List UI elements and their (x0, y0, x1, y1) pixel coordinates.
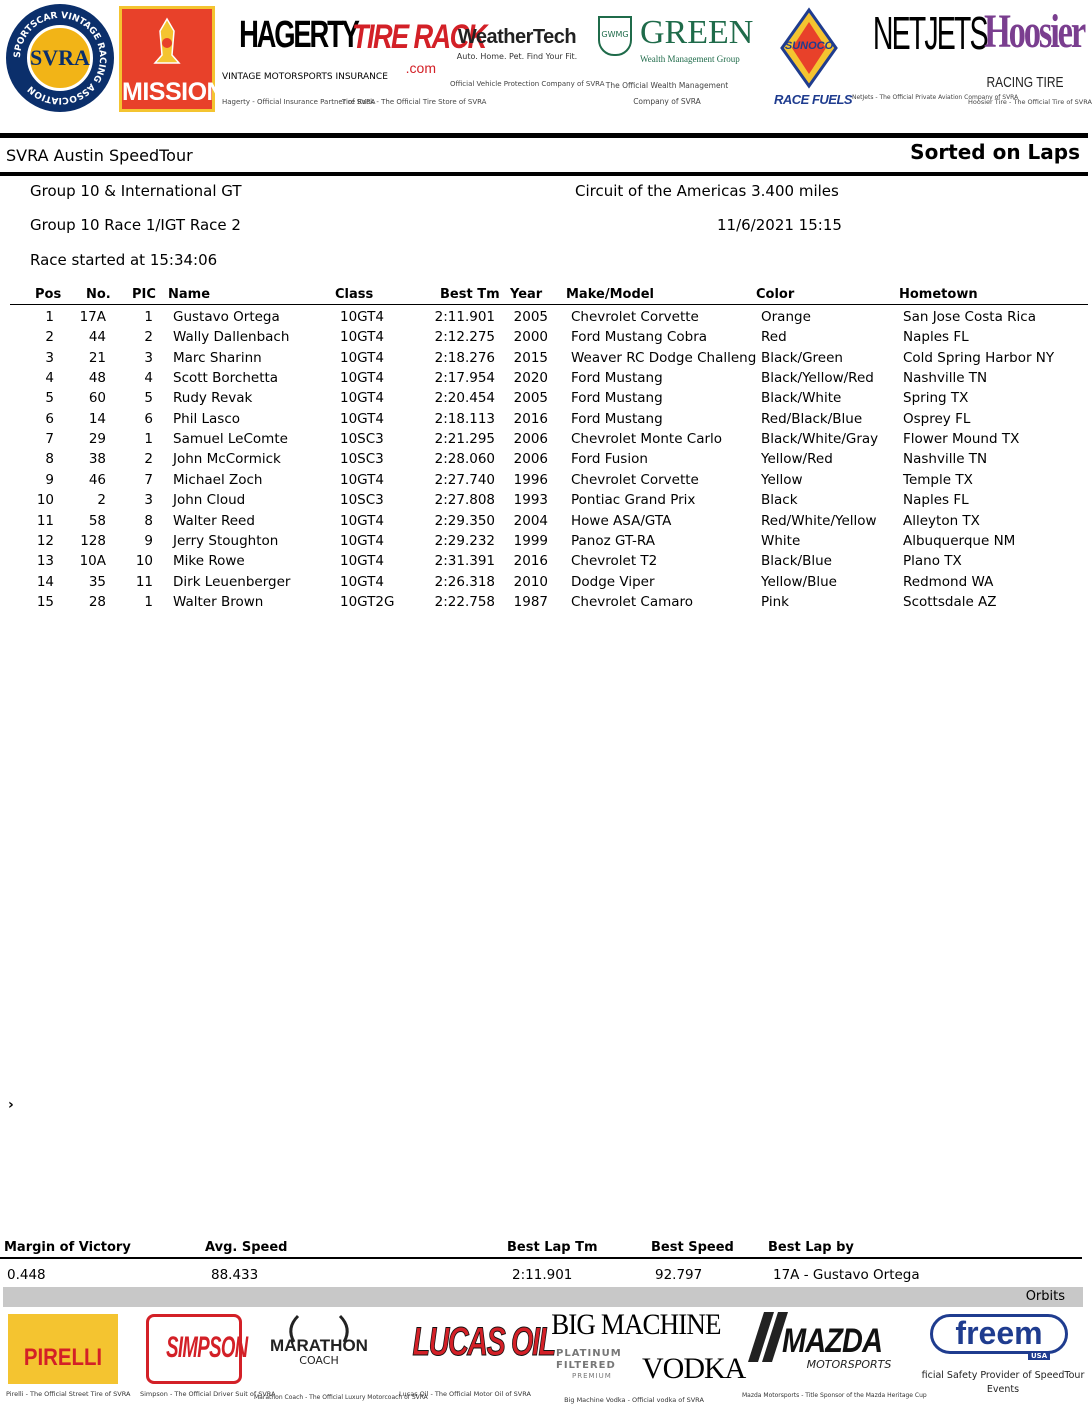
cell-hometown: Osprey FL (903, 410, 971, 427)
summary-value-avg-speed: 88.433 (211, 1267, 259, 1283)
cell-name: Jerry Stoughton (173, 532, 279, 549)
freem-badge (930, 1314, 1068, 1354)
summary-label-best-lap-tm: Best Lap Tm (507, 1240, 598, 1255)
table-row (0, 350, 1088, 370)
hoosier-subtitle: RACING TIRE (986, 74, 1064, 91)
cell-name: Phil Lasco (173, 410, 240, 427)
freem-usa-badge: USA (1028, 1352, 1050, 1360)
cell-pic: 3 (144, 349, 153, 366)
cell-year: 2004 (513, 512, 548, 529)
marathon-logo (254, 1312, 428, 1406)
cell-no: 21 (88, 349, 106, 366)
green-wordmark: GREEN (640, 14, 754, 51)
cell-no: 48 (88, 370, 106, 387)
cell-make: Weaver RC Dodge Challeng (571, 349, 757, 366)
cell-color: Red/Black/Blue (761, 410, 863, 427)
cell-no: 2 (97, 492, 106, 509)
lucas-caption: Lucas Oil - The Official Motor Oil of SVRA (399, 1390, 531, 1398)
hoosier-caption: Hoosier Tire - The Official Tire of SVRA (968, 98, 1092, 106)
cell-pic: 10 (135, 553, 153, 570)
marathon-wordmark: MARATHON (270, 1336, 368, 1355)
summary-value-best-speed: 92.797 (655, 1267, 703, 1283)
cell-best: 2:28.060 (434, 451, 495, 468)
cell-name: Marc Sharinn (173, 349, 262, 366)
cell-class: 10GT4 (340, 553, 384, 570)
table-row (0, 594, 1088, 614)
cell-best: 2:29.350 (434, 512, 495, 529)
cell-best: 2:26.318 (434, 573, 495, 590)
table-row (0, 309, 1088, 329)
cell-best: 2:22.758 (434, 593, 495, 610)
cell-name: Dirk Leuenberger (173, 573, 291, 590)
cell-pic: 4 (144, 370, 153, 387)
cell-year: 2000 (513, 329, 548, 346)
hoosier-logo (968, 4, 1092, 112)
cell-no: 35 (88, 573, 106, 590)
cell-color: Black/Green (761, 349, 843, 366)
cell-best: 2:21.295 (434, 431, 495, 448)
green-shield-icon: GWMG (598, 16, 632, 56)
cell-class: 10SC3 (340, 451, 384, 468)
cell-color: Yellow/Red (761, 451, 833, 468)
cell-hometown: Naples FL (903, 329, 969, 346)
sunoco-wordmark: SUNOCO (784, 40, 834, 52)
pirelli-logo (6, 1312, 131, 1406)
cell-hometown: Albuquerque NM (903, 532, 1016, 549)
marathon-caption: Marathon Coach - The Official Luxury Motorcoach of SVRA (254, 1394, 428, 1401)
cell-pos: 8 (45, 451, 54, 468)
tirerack-wordmark: TIRE RACK (352, 18, 486, 56)
cell-pic: 1 (144, 309, 153, 325)
sunoco-subtitle: RACE FUELS (774, 92, 853, 107)
cell-hometown: San Jose Costa Rica (903, 309, 1036, 325)
cell-pic: 7 (144, 471, 153, 488)
table-row (0, 411, 1088, 431)
bigmachine-sub2: FILTERED (556, 1360, 616, 1371)
col-name: Name (168, 287, 211, 302)
bigmachine-sub1: PLATINUM (556, 1348, 622, 1359)
tirerack-logo (342, 14, 487, 110)
cell-hometown: Naples FL (903, 492, 969, 509)
col-pos: Pos (35, 287, 62, 302)
cell-no: 17A (79, 309, 106, 325)
cell-color: Orange (761, 309, 811, 325)
cell-hometown: Scottsdale AZ (903, 593, 997, 610)
simpson-wordmark: SIMPSON (166, 1331, 248, 1364)
cell-name: Rudy Revak (173, 390, 253, 407)
cell-make: Dodge Viper (571, 573, 655, 590)
cell-make: Chevrolet Corvette (571, 471, 699, 488)
cell-hometown: Spring TX (903, 390, 969, 407)
title-bottom-rule (0, 172, 1088, 176)
cell-best: 2:12.275 (434, 329, 495, 346)
cell-make: Panoz GT-RA (571, 532, 655, 549)
netjets-wordmark: NETJETS (872, 7, 987, 59)
cell-best: 2:27.740 (434, 471, 495, 488)
hoosier-wordmark: Hoosier (983, 5, 1085, 58)
summary-value-margin: 0.448 (7, 1267, 46, 1283)
green-caption: The Official Wealth Management Company of SVRA (605, 81, 729, 106)
bigmachine-sub3: PREMIUM (572, 1372, 612, 1380)
cell-year: 1993 (513, 492, 548, 509)
freem-wordmark: freem (955, 1315, 1043, 1351)
cell-class: 10GT4 (340, 532, 384, 549)
cell-no: 60 (88, 390, 106, 407)
col-class: Class (335, 287, 374, 302)
cell-year: 2016 (513, 553, 548, 570)
summary-rule (0, 1257, 1082, 1259)
cell-name: Walter Reed (173, 512, 255, 529)
cell-year: 2006 (513, 431, 548, 448)
pirelli-badge (8, 1314, 118, 1384)
cell-color: Black/Blue (761, 553, 832, 570)
table-row (0, 329, 1088, 349)
cell-make: Chevrolet Camaro (571, 593, 694, 610)
cell-pos: 4 (45, 370, 54, 387)
cell-best: 2:27.808 (434, 492, 495, 509)
cell-pos: 12 (36, 532, 54, 549)
col-hometown: Hometown (899, 287, 978, 302)
cell-year: 1996 (513, 471, 548, 488)
simpson-logo (140, 1312, 276, 1406)
cell-name: Walter Brown (173, 593, 264, 610)
cell-hometown: Alleyton TX (903, 512, 980, 529)
cell-pos: 5 (45, 390, 54, 407)
summary-label-best-lap-by: Best Lap by (768, 1240, 854, 1255)
cell-pos: 3 (45, 349, 54, 366)
cell-year: 2020 (513, 370, 548, 387)
cell-no: 14 (88, 410, 106, 427)
hagerty-caption: Hagerty - Official Insurance Partner of SVRA (222, 98, 376, 106)
cell-hometown: Temple TX (903, 471, 973, 488)
cell-year: 2005 (513, 309, 548, 325)
orbits-label: Orbits (1025, 1289, 1065, 1304)
cell-class: 10GT4 (340, 512, 384, 529)
cell-name: Michael Zoch (173, 471, 263, 488)
summary-label-avg-speed: Avg. Speed (205, 1240, 288, 1255)
summary-label-best-speed: Best Speed (651, 1240, 734, 1255)
cell-pos: 2 (45, 329, 54, 346)
bigmachine-caption: Big Machine Vodka - Official vodka of SVRA (564, 1396, 704, 1404)
top-thick-rule (0, 133, 1088, 138)
bigmachine-wordmark: BIG MACHINE (551, 1308, 721, 1341)
event-title: SVRA Austin SpeedTour (6, 146, 193, 165)
cell-color: Black/White (761, 390, 842, 407)
simpson-caption: Simpson - The Official Driver Suit of SVRA (140, 1390, 276, 1398)
weathertech-subtitle: Auto. Home. Pet. Find Your Fit. (456, 52, 578, 61)
cell-pic: 6 (144, 410, 153, 427)
pirelli-wordmark: PIRELLI (23, 1344, 103, 1371)
weathertech-wordmark: WeatherTech (457, 26, 577, 48)
cell-class: 10SC3 (340, 492, 384, 509)
sort-label: Sorted on Laps (910, 140, 1080, 164)
freem-caption-2: Events (986, 1384, 1020, 1395)
cell-pic: 3 (144, 492, 153, 509)
cell-class: 10GT2G (340, 593, 395, 610)
table-row (0, 370, 1088, 390)
cell-pos: 9 (45, 471, 54, 488)
col-best: Best Tm (440, 287, 500, 302)
cell-pic: 2 (144, 329, 153, 346)
cell-make: Chevrolet Corvette (571, 309, 699, 325)
cell-name: John Cloud (173, 492, 246, 509)
cell-make: Ford Mustang (571, 390, 663, 407)
cell-make: Chevrolet T2 (571, 553, 658, 570)
cell-class: 10GT4 (340, 309, 384, 325)
cell-pic: 1 (144, 593, 153, 610)
summary-value-best-lap-tm: 2:11.901 (512, 1267, 573, 1283)
hagerty-logo (222, 10, 388, 110)
cell-year: 1999 (513, 532, 548, 549)
cell-pos: 6 (45, 410, 54, 427)
race-datetime: 11/6/2021 15:15 (717, 216, 842, 234)
cell-pos: 11 (36, 512, 54, 529)
cell-color: Red/White/Yellow (761, 512, 877, 529)
cell-no: 10A (79, 553, 106, 570)
table-row (0, 472, 1088, 492)
green-subtitle: Wealth Management Group (640, 54, 740, 64)
lucas-logo (392, 1312, 555, 1406)
mazda-wordmark: MAZDA (782, 1322, 883, 1360)
cell-pic: 8 (144, 512, 153, 529)
netjets-caption: NetJets - The Official Private Aviation Company of SVRA (852, 94, 1019, 101)
cell-name: Scott Borchetta (173, 370, 279, 387)
cell-make: Howe ASA/GTA (571, 512, 672, 529)
freem-caption-1: ficial Safety Provider of SpeedTour (921, 1370, 1085, 1381)
lucas-wordmark: LUCAS OIL (412, 1320, 555, 1364)
table-row (0, 431, 1088, 451)
table-row (0, 553, 1088, 573)
cell-pic: 9 (144, 532, 153, 549)
cell-color: Black/Yellow/Red (761, 370, 874, 387)
pirelli-caption: Pirelli - The Official Street Tire of SVRA (6, 1390, 131, 1398)
cell-class: 10GT4 (340, 471, 384, 488)
cell-class: 10GT4 (340, 410, 384, 427)
cell-class: 10GT4 (340, 370, 384, 387)
hagerty-subtitle: VINTAGE MOTORSPORTS INSURANCE (222, 72, 388, 82)
sunoco-logo (774, 4, 853, 112)
cell-pic: 5 (144, 390, 153, 407)
cell-class: 10GT4 (340, 329, 384, 346)
footer-bar (3, 1287, 1083, 1307)
cell-best: 2:20.454 (434, 390, 495, 407)
cell-no: 46 (88, 471, 106, 488)
mazda-logo (742, 1306, 927, 1406)
table-row (0, 533, 1088, 553)
cell-pic: 2 (144, 451, 153, 468)
cell-name: Mike Rowe (173, 553, 245, 570)
cell-make: Chevrolet Monte Carlo (571, 431, 723, 448)
cell-make: Pontiac Grand Prix (571, 492, 696, 509)
cell-name: Gustavo Ortega (173, 309, 280, 325)
cell-color: White (761, 532, 801, 549)
svra-logo (6, 4, 114, 112)
cell-pos: 13 (36, 553, 54, 570)
cell-no: 44 (88, 329, 106, 346)
svra-ring-text: SPORTSCAR VINTAGE RACING ASSOCIATION (12, 10, 108, 106)
cell-name: Wally Dallenbach (173, 329, 290, 346)
cell-best: 2:17.954 (434, 370, 495, 387)
cell-color: Yellow (761, 471, 803, 488)
cell-no: 38 (88, 451, 106, 468)
col-color: Color (756, 287, 795, 302)
cell-hometown: Nashville TN (903, 451, 988, 468)
header-underline (10, 304, 1088, 305)
cell-hometown: Plano TX (903, 553, 962, 570)
tirerack-caption: Tire Rack - The Official Tire Store of SVRA (342, 98, 487, 106)
cell-best: 2:29.232 (434, 532, 495, 549)
cell-class: 10GT4 (340, 390, 384, 407)
cell-no: 29 (88, 431, 106, 448)
race-start-time: Race started at 15:34:06 (30, 251, 218, 269)
cell-pic: 11 (135, 573, 153, 590)
cell-pic: 1 (144, 431, 153, 448)
cell-year: 2015 (513, 349, 548, 366)
cell-color: Pink (761, 593, 789, 610)
cell-class: 10GT4 (340, 349, 384, 366)
table-row (0, 390, 1088, 410)
cell-pos: 10 (36, 492, 54, 509)
cell-make: Ford Fusion (571, 451, 648, 468)
bigmachine-vodka: VODKA (642, 1352, 746, 1385)
mission-logo (119, 6, 225, 112)
race-name: Group 10 Race 1/IGT Race 2 (30, 216, 241, 234)
mission-bell-icon (152, 17, 182, 67)
table-row (0, 574, 1088, 594)
cell-make: Ford Mustang (571, 370, 663, 387)
cell-color: Red (761, 329, 787, 346)
cell-best: 2:31.391 (434, 553, 495, 570)
hagerty-wordmark: HAGERTY (239, 14, 358, 56)
freem-logo (920, 1312, 1086, 1406)
cell-class: 10SC3 (340, 431, 384, 448)
weathertech-logo (450, 24, 605, 94)
simpson-badge (146, 1314, 248, 1384)
cell-year: 2005 (513, 390, 548, 407)
cell-make: Ford Mustang (571, 410, 663, 427)
cell-color: Black/White/Gray (761, 431, 879, 448)
tirerack-subtitle: .com (405, 60, 436, 76)
cell-pos: 1 (45, 309, 54, 325)
summary-value-best-lap-by: 17A - Gustavo Ortega (773, 1267, 920, 1283)
col-make: Make/Model (566, 287, 655, 302)
cell-no: 28 (88, 593, 106, 610)
table-row (0, 513, 1088, 533)
mission-wordmark: MISSION (122, 78, 225, 106)
cell-hometown: Cold Spring Harbor NY (903, 349, 1055, 366)
cell-name: Samuel LeComte (173, 431, 288, 448)
cell-make: Ford Mustang Cobra (571, 329, 708, 346)
summary-label-margin: Margin of Victory (4, 1240, 131, 1255)
green-logo (592, 8, 754, 108)
cell-hometown: Flower Mound TX (903, 431, 1020, 448)
cell-no: 58 (88, 512, 106, 529)
cell-class: 10GT4 (340, 573, 384, 590)
cell-year: 2010 (513, 573, 548, 590)
cell-year: 1987 (513, 593, 548, 610)
cell-year: 2006 (513, 451, 548, 468)
table-row (0, 451, 1088, 471)
netjets-logo (852, 6, 1019, 110)
cell-pos: 15 (36, 593, 54, 610)
cell-color: Yellow/Blue (761, 573, 837, 590)
cell-color: Black (761, 492, 798, 509)
marathon-subtitle: COACH (299, 1354, 339, 1367)
bigmachine-logo (542, 1308, 746, 1406)
cell-best: 2:18.276 (434, 349, 495, 366)
col-year: Year (510, 287, 543, 302)
cell-hometown: Nashville TN (903, 370, 988, 387)
mazda-subtitle: MOTORSPORTS (806, 1358, 892, 1371)
col-no: No. (86, 287, 111, 302)
weathertech-caption: Official Vehicle Protection Company of SVRA (450, 80, 605, 88)
col-pic: PIC (132, 287, 156, 302)
track-name: Circuit of the Americas 3.400 miles (575, 182, 839, 200)
cell-name: John McCormick (173, 451, 281, 468)
group-name: Group 10 & International GT (30, 182, 242, 200)
cell-no: 128 (80, 532, 106, 549)
cell-hometown: Redmond WA (903, 573, 994, 590)
cell-pos: 14 (36, 573, 54, 590)
stray-mark: › (8, 1097, 14, 1113)
table-row (0, 492, 1088, 512)
svra-wordmark: SVRA (27, 25, 93, 91)
mazda-caption: Mazda Motorsports - Title Sponsor of the Mazda Heritage Cup (742, 1392, 927, 1399)
cell-best: 2:18.113 (434, 410, 495, 427)
cell-year: 2016 (513, 410, 548, 427)
cell-pos: 7 (45, 431, 54, 448)
cell-best: 2:11.901 (434, 309, 495, 325)
